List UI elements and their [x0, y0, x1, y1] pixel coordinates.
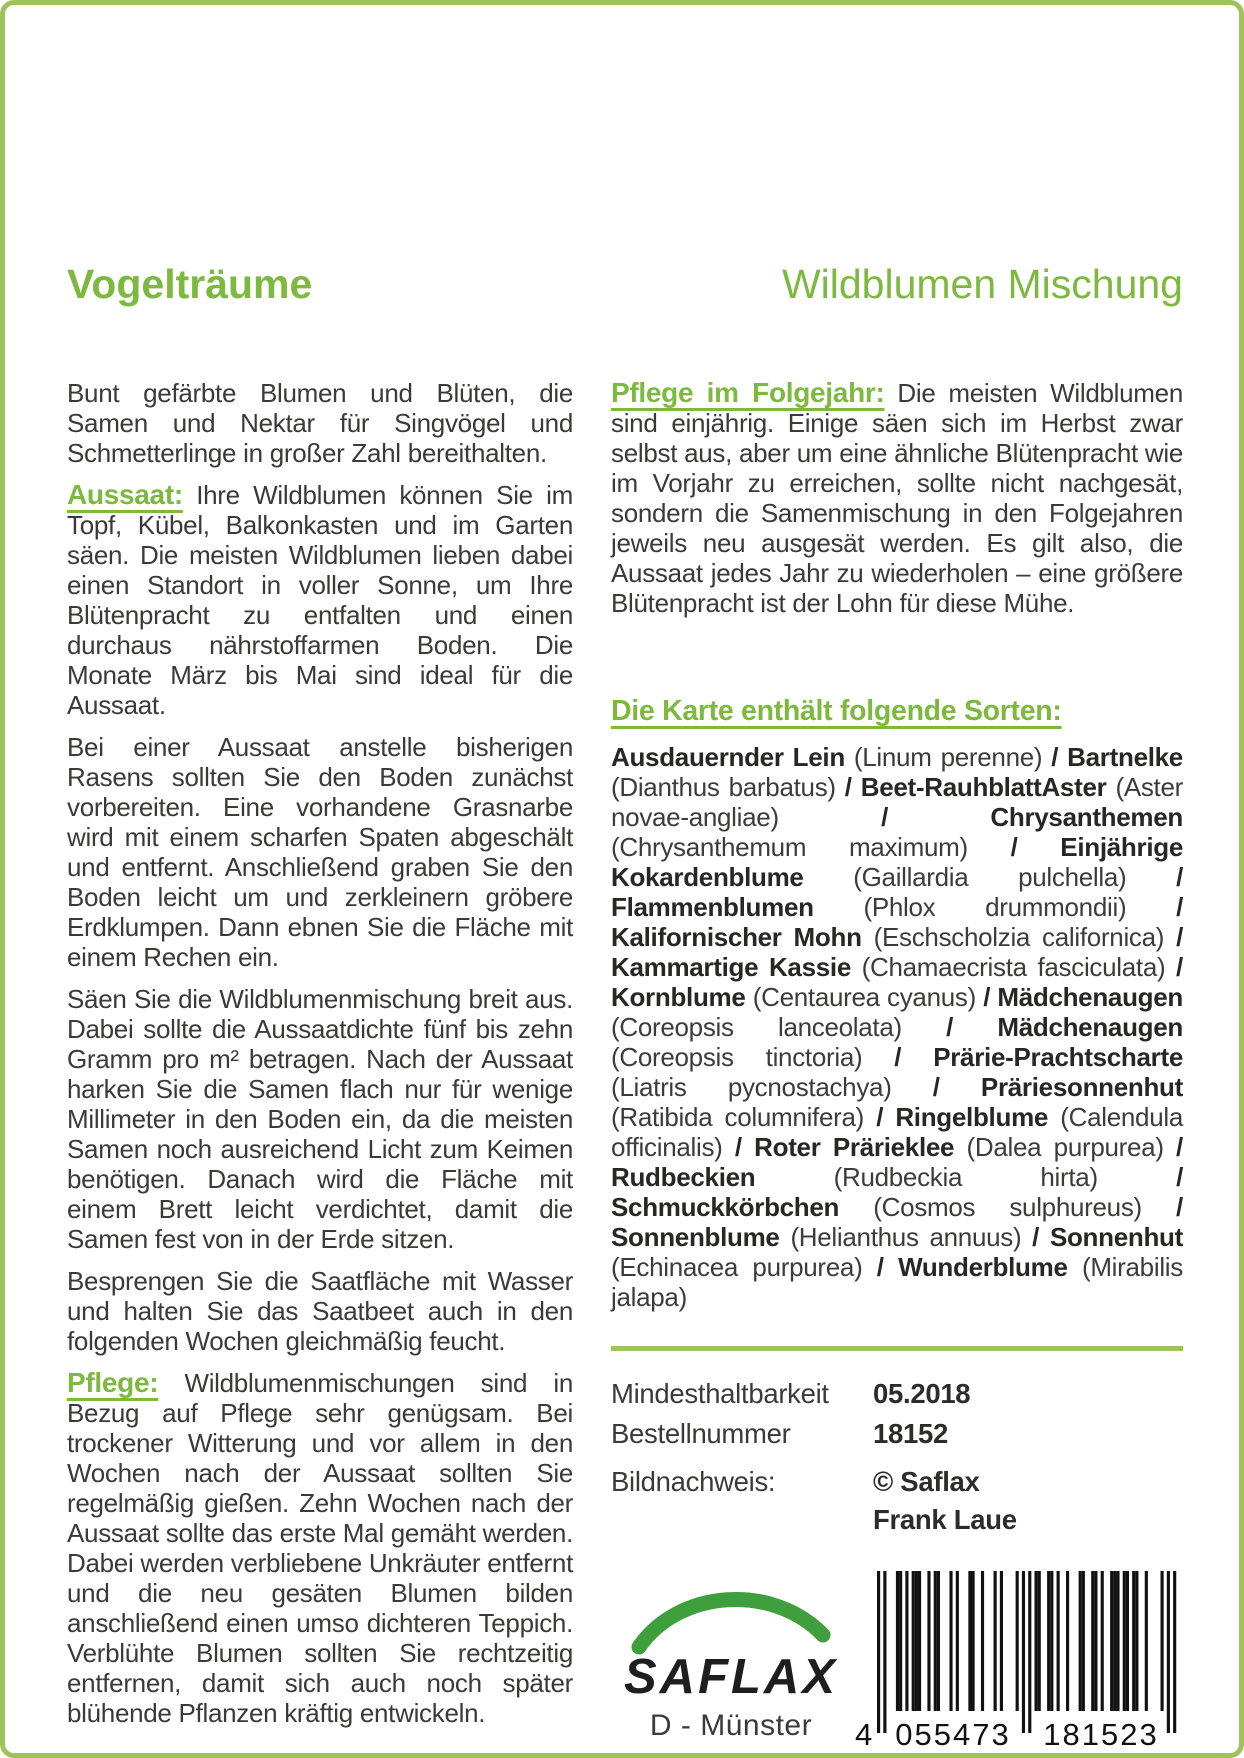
- barcode-prefix-digit: 4: [855, 1717, 872, 1751]
- barcode-left-digits: 055473: [895, 1717, 1011, 1751]
- following-year-paragraph: [611, 378, 1183, 684]
- left-column: [67, 378, 573, 1757]
- credit-value: [873, 1463, 1183, 1539]
- sowing-text: Ihre Wildblumen können Sie im Topf, Kübel, Balkonkasten und im Garten säen. Die meisten Wildblumen lieben dabei einen Standort in voller Sonne, um Ihre Blütenpracht zu entfalten und einen durchaus nährstoffarmen Boden. Die Monate März bis Mai sind ideal für die Aussaat.: [67, 480, 573, 720]
- care-paragraph: [67, 1368, 573, 1728]
- bottom-row: [611, 1565, 1183, 1757]
- credit-label: Bildnachweis:: [611, 1466, 776, 1497]
- watering-paragraph: Besprengen Sie die Saatfläche mit Wasser und halten Sie das Saatbeet auch in den folgenden Wochen gleichmäßig feucht.: [67, 1266, 573, 1356]
- order-number-label: Bestellnummer: [611, 1418, 791, 1449]
- two-column-body: [67, 378, 1183, 1757]
- credit-company: © Saflax: [873, 1466, 980, 1497]
- soil-preparation-paragraph: Bei einer Aussaat anstelle bisherigen Rasens sollten Sie den Boden zunächst vorbereiten. Eine vorhandene Grasnarbe wird mit einem scharfen Spaten abgeschält und entfernt. Anschließend graben Sie den Boden leicht um und zerkleinern gröbere Erdklumpen. Dann ebnen Sie die Fläche mit einem Rechen ein.: [67, 732, 573, 972]
- barcode-right-digits: 181523: [1043, 1717, 1159, 1751]
- sowing-heading: Aussaat:: [67, 479, 183, 510]
- right-column: [611, 378, 1183, 1757]
- following-year-text: Die meisten Wildblumen sind einjährig. Einige säen sich im Herbst zwar selbst aus, aber um eine ähnliche Blütenpracht wie im Vorjahr zu erreichen, sollte nicht nachgesät, sondern die Samenmischung in den Folgejahren jeweils neu ausgesät werden. Es gilt also, die Aussaat jedes Jahr zu wiederholen – eine größere Blütenpracht ist der Lohn für diese Mühe.: [611, 378, 1183, 618]
- shelf-life-value: 05.2018: [873, 1378, 971, 1409]
- barcode-svg: [851, 1567, 1183, 1751]
- seeding-density-paragraph: Säen Sie die Wildblumenmischung breit aus. Dabei sollte die Aussaatdichte fünf bis zehn Gramm pro m² betragen. Nach der Aussaat harken Sie die Samen flach nur für wenige Millimeter in den Boden ein, da die meisten Samen noch ausreichend Licht zum Keimen benötigen. Danach wird die Fläche mit einem Brett leicht verdichtet, damit die Samen fest von in der Erde sitzen.: [67, 984, 573, 1254]
- mixture-type-title: Wildblumen Mischung: [781, 261, 1183, 307]
- varieties-list: Ausdauernder Lein (Linum perenne) / Bartnelke (Dianthus barbatus) / Beet-RauhblattAster (Aster novae-angliae) / Chrysanthemen (Chrysanthemum maximum) / Einjährige Kokardenblume (Gaillardia pulchella) / Flammenblumen (Phlox drummondii) / Kalifornischer Mohn (Eschscholzia californica) / Kammartige Kassie (Chamaecrista fasciculata) / Kornblume (Centaurea cyanus) / Mädchenaugen (Coreopsis lanceolata) / Mädchenaugen (Coreopsis tinctoria) / Prärie-Prachtscharte (Liatris pycnostachya) / Präriesonnenhut (Ratibida columnifera) / Ringelblume (Calendula officinalis) / Roter Prärieklee (Dalea purpurea) / Rudbeckien (Rudbeckia hirta) / Schmuckkörbchen (Cosmos sulphureus) / Sonnenblume (Helianthus annuus) / Sonnenhut (Echinacea purpurea) / Wunderblume (Mirabilis jalapa): [611, 742, 1183, 1312]
- info-grid: [611, 1375, 1183, 1539]
- header: [67, 261, 1183, 308]
- city-text: D - Münster: [649, 1709, 813, 1742]
- saflax-logo: [611, 1565, 851, 1741]
- credit-photographer: Frank Laue: [873, 1504, 1017, 1535]
- sowing-paragraph: [67, 480, 573, 720]
- intro-paragraph: Bunt gefärbte Blumen und Blüten, die Samen und Nektar für Singvögel und Schmetterlinge in großer Zahl bereithalten.: [67, 378, 573, 468]
- varieties-heading: Die Karte enthält folgende Sorten:: [611, 695, 1062, 727]
- packet-content: [67, 261, 1183, 1757]
- saflax-logo-graphic: [621, 1571, 841, 1703]
- packet-title: Vogelträume: [67, 261, 313, 307]
- shelf-life-label: Mindesthaltbarkeit: [611, 1378, 829, 1409]
- care-heading: Pflege:: [67, 1367, 159, 1398]
- brush-arc-icon: [639, 1599, 823, 1647]
- brand-text: SAFLAX: [624, 1650, 838, 1703]
- following-year-heading: Pflege im Folgejahr:: [611, 377, 885, 408]
- divider-line: [611, 1346, 1183, 1351]
- barcode: [851, 1567, 1183, 1757]
- order-number-value: 18152: [873, 1418, 948, 1449]
- care-text: Wildblumenmischungen sind in Bezug auf Pflege sehr genügsam. Bei trockener Witterung und vor allem in den Wochen nach der Aussaat sollten Sie regelmäßig gießen. Zehn Wochen nach der Aussaat sollte das erste Mal gemäht werden. Dabei werden verbliebene Unkräuter entfernt und die neu gesäten Blumen bilden anschließend einen umso dichteren Teppich. Verblühte Blumen sollten Sie rechtzeitig entfernen, damit sich auch noch später blühende Pflanzen kräftig entwickeln.: [67, 1368, 573, 1728]
